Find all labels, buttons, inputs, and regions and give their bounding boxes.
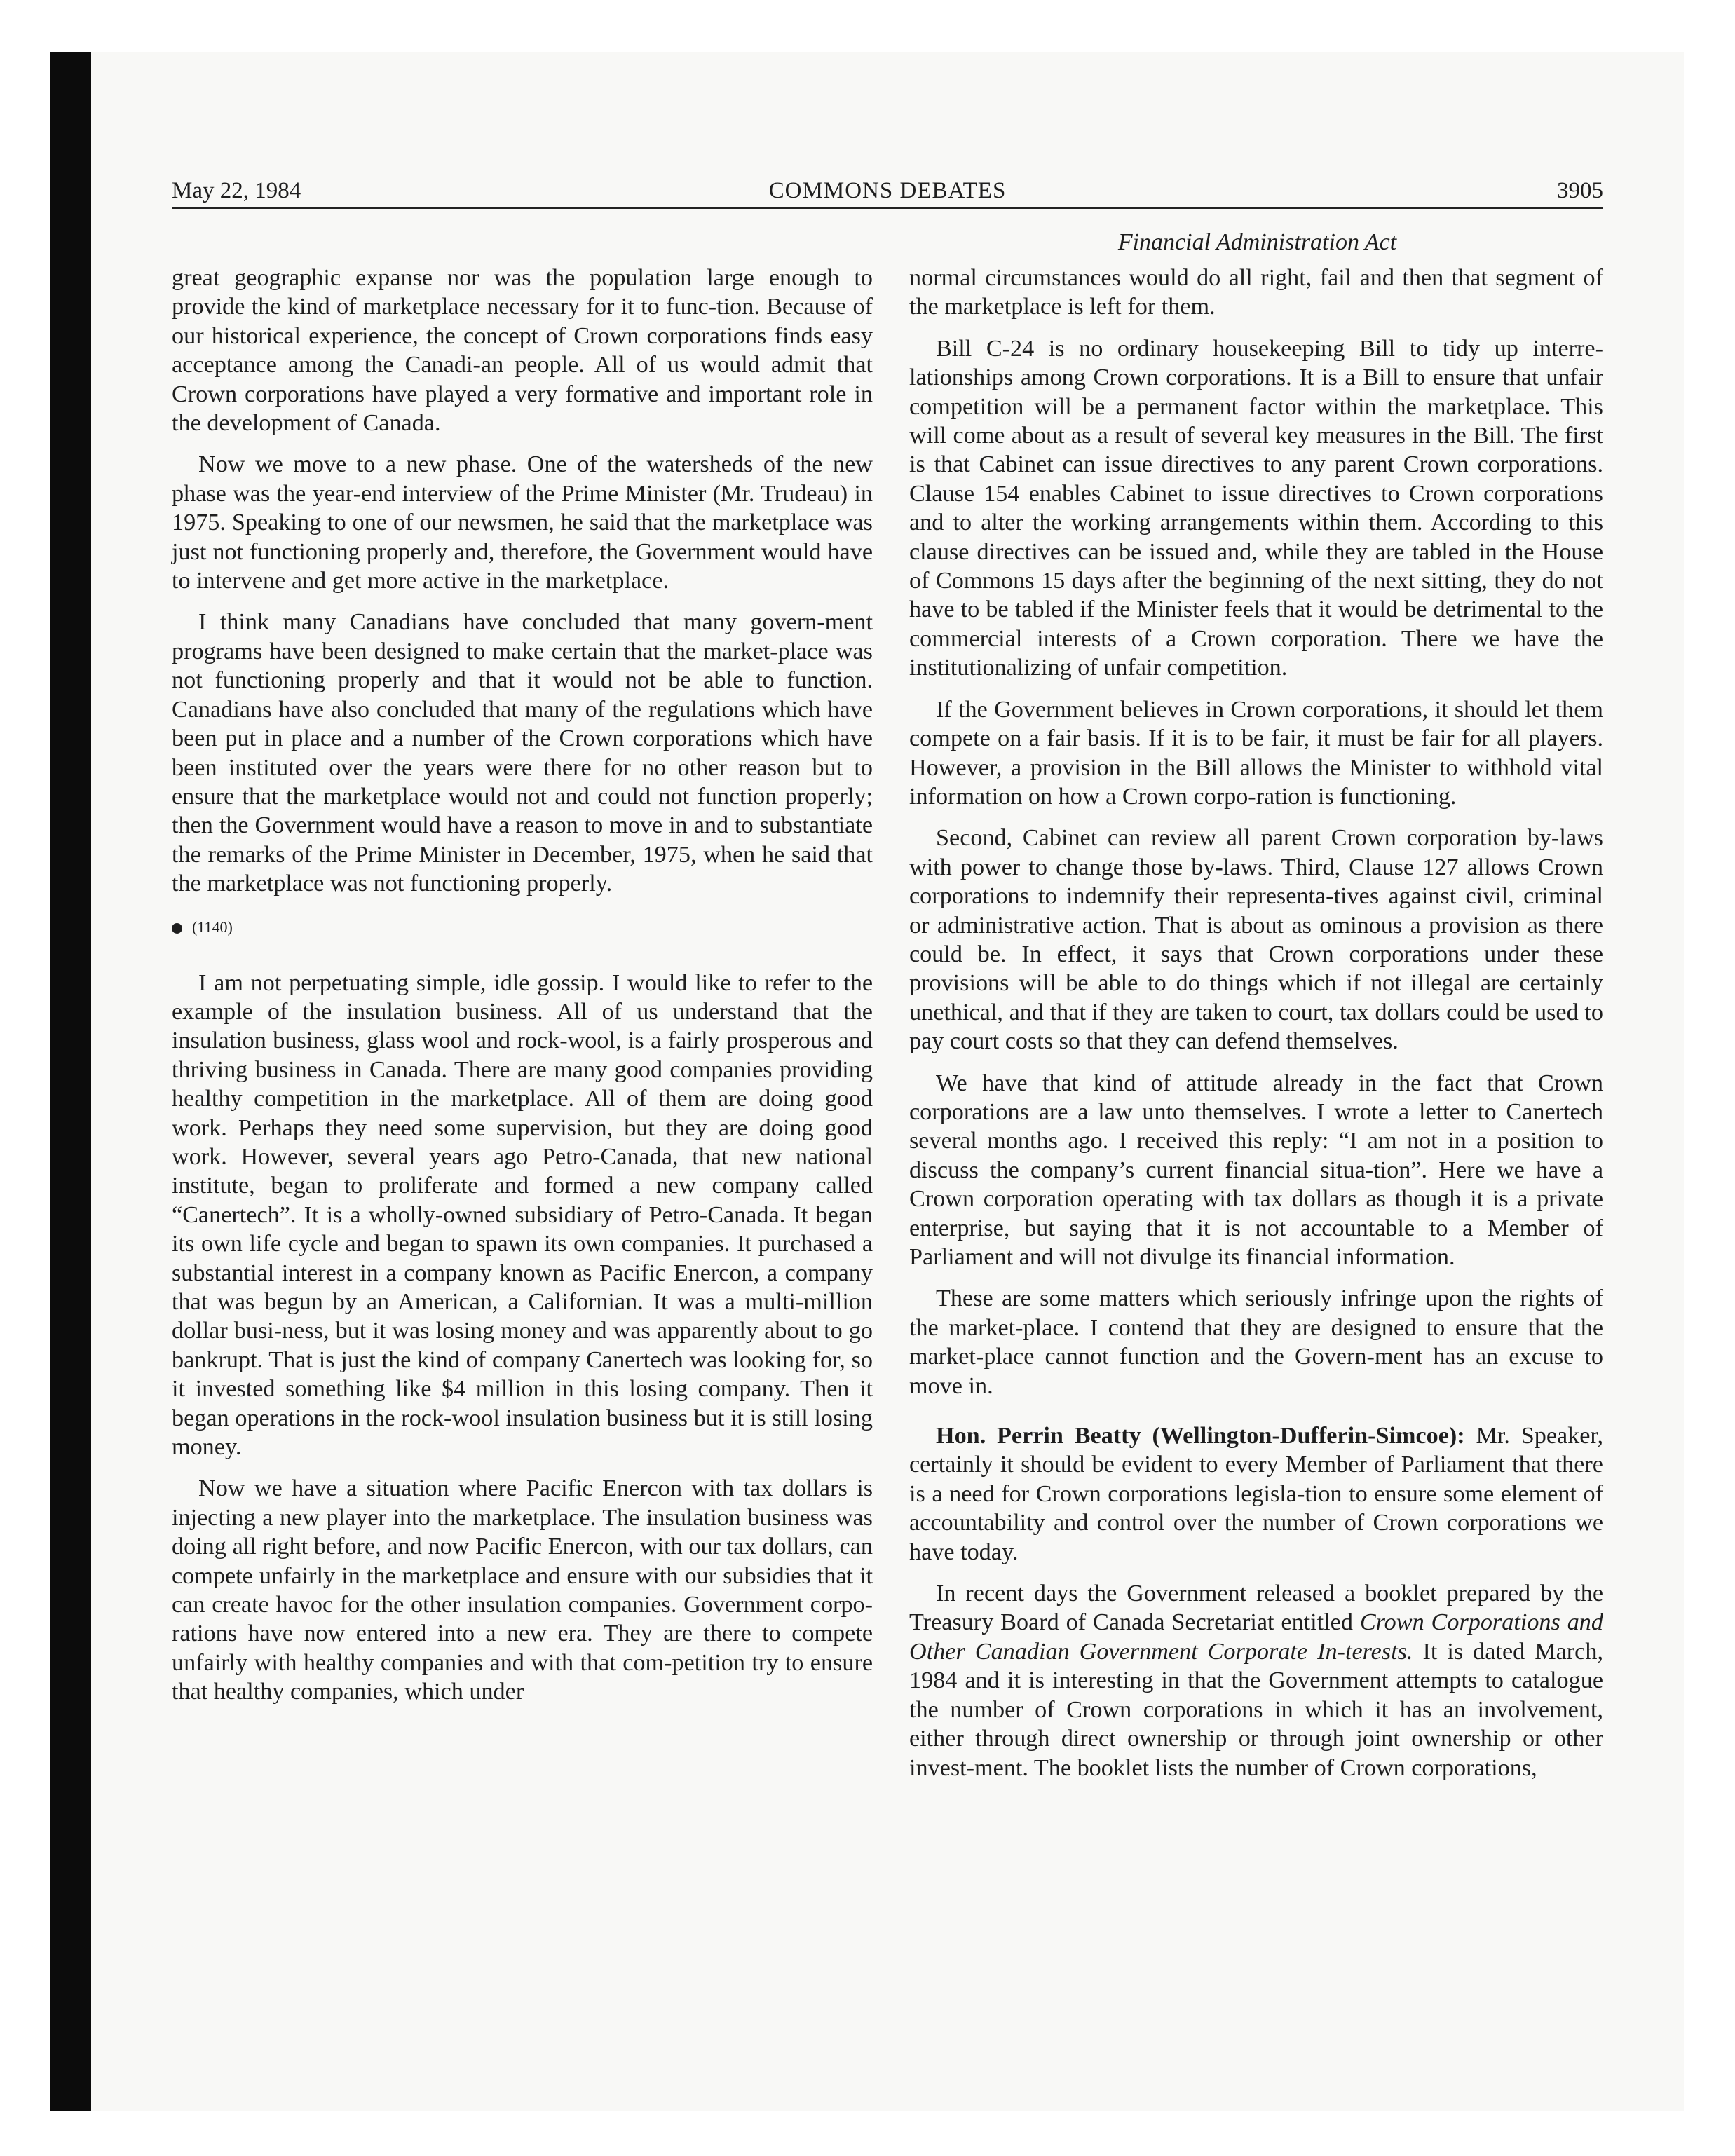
right-column xyxy=(909,264,1603,1932)
paragraph: I am not perpetuating simple, idle gossip. I would like to refer to the example of the insulation business. All of us understand that the insulation business, glass wool and rock-wool, is a fairly prosperous and thriving business in Canada. There are many good companies providing healthy competition in the marketplace. All of them are doing good work. Perhaps they need some supervision, but they are doing good work. However, several years ago Petro-Canada, that new national institute, began to proliferate and formed a new company called “Canertech”. It is a wholly-owned subsidiary of Petro-Canada. It began its own life cycle and began to spawn its own companies. It purchased a substantial interest in a company known as Pacific Enercon, a company that was begun by an American, a Californian. It was a multi-million dollar busi-ness, but it was losing money and was apparently about to go bankrupt. That is just the kind of company Canertech was looking for, so it invested something like $4 million in this losing company. Then it began operations in the rock-wool insulation business but it is still losing money. xyxy=(172,969,873,1461)
time-marker-label: (1140) xyxy=(192,917,233,936)
paragraph xyxy=(909,1579,1603,1782)
page-header xyxy=(172,175,1603,209)
speech-text: Mr. Speaker, certainly it should be evident to every Member of Parliament that there is a need for Crown corporations legisla-tion to ensure some element of accountability and control over the number of Crown corporations we have today. xyxy=(909,1423,1603,1565)
left-column xyxy=(172,264,873,1932)
time-marker xyxy=(172,917,873,938)
paragraph: We have that kind of attitude already in the fact that Crown corporations are a law unto themselves. I wrote a letter to Canertech several months ago. I received this reply: “I am not in a position to discuss the company’s current financial situa-tion”. Here we have a Crown corporation operating with tax dollars as though it is a private enterprise, but saying that it is not accountable to a Member of Parliament and will not divulge its financial information. xyxy=(909,1070,1603,1270)
bullet-icon xyxy=(172,923,182,934)
running-head: Financial Administration Act xyxy=(1117,229,1397,255)
header-rule xyxy=(172,207,1603,209)
paragraph: Bill C-24 is no ordinary housekeeping Bill to tidy up interre-lationships among Crown corporations. It is a Bill to ensure that unfair competition will be a permanent factor within the marketplace. This will come about as a result of several key measures in the Bill. The first is that Cabinet can issue directives to any parent Crown corporations. Clause 154 enables Cabinet to issue directives to Crown corporations and to alter the working arrangements within them. According to this clause directives can be issued and, while they are tabled in the House of Commons 15 days after the beginning of the next sitting, they do not have to be tabled if the Minister feels that it would be detrimental to the commercial interests of a Crown corporation. There we have the institutionalizing of unfair competition. xyxy=(909,335,1603,681)
paragraph: Now we move to a new phase. One of the watersheds of the new phase was the year-end interview of the Prime Minister (Mr. Trudeau) in 1975. Speaking to one of our newsmen, he said that the marketplace was just not functioning properly and, therefore, the Government would have to intervene and get more active in the marketplace. xyxy=(172,451,873,594)
binding-edge xyxy=(50,52,91,2111)
publication-title: Crown Corporations and Other Canadian Government Corporate In-terests. xyxy=(909,1609,1603,1665)
paragraph: I think many Canadians have concluded that many govern-ment programs have been designed to make certain that the market-place was not functioning properly and that it would not be able to function. Canadians have also concluded that many of the regulations which have been put in place and a number of the Crown corporations which have been instituted over the years were there for no other reason but to ensure that the marketplace would not and could not function properly; then the Government would have a reason to move in and to substantiate the remarks of the Prime Minister in December, 1975, when he said that the marketplace was not functioning properly. xyxy=(172,609,873,897)
speech-paragraph xyxy=(909,1421,1603,1567)
paragraph-text: In recent days the Government released a booklet prepared by the Treasury Board of Canada Secretariat entitled xyxy=(909,1581,1603,1636)
header-page-number: 3905 xyxy=(1557,178,1603,203)
paragraph: Second, Cabinet can review all parent Crown corporation by-laws with power to change those by-laws. Third, Clause 127 allows Crown corporations to indemnify their representa-tives against civil, criminal or administrative action. That is about as ominous a provision as there could be. In effect, it says that Crown corporations under these provisions will be able to do things which if not illegal are certainly unethical, and that if they are taken to court, tax dollars could be used to pay court costs so that they can defend themselves. xyxy=(909,825,1603,1055)
speaker-name: Hon. Perrin Beatty (Wellington-Dufferin-Simcoe): xyxy=(936,1423,1465,1449)
paragraph-text: It is dated March, 1984 and it is interesting in that the Government attempts to catalogue the number of Crown corporations in which it has an involvement, either through direct ownership or through joint ownership or other invest-ment. The booklet lists the number of Crown corporations, xyxy=(909,1638,1603,1781)
paragraph: great geographic expanse nor was the population large enough to provide the kind of marketplace necessary for it to func-tion. Because of our historical experience, the concept of Crown corporations finds easy acceptance among the Canadi-an people. All of us would admit that Crown corporations have played a very formative and important role in the development of Canada. xyxy=(172,265,873,437)
paragraph: If the Government believes in Crown corporations, it should let them compete on a fair basis. If it is to be fair, it must be fair for all players. However, a provision in the Bill allows the Minister to withhold vital information on how a Crown corpo-ration is functioning. xyxy=(909,696,1603,810)
header-title: COMMONS DEBATES xyxy=(768,178,1007,203)
paragraph: These are some matters which seriously infringe upon the rights of the market-place. I contend that they are designed to ensure that the market-place cannot function and the Govern-ment has an excuse to move in. xyxy=(909,1285,1603,1399)
header-date: May 22, 1984 xyxy=(172,178,301,203)
paragraph: Now we have a situation where Pacific Enercon with tax dollars is injecting a new player into the marketplace. The insulation business was doing all right before, and now Pacific Enercon, with our tax dollars, can compete unfairly in the marketplace and ensure with our subsidies that it can create havoc for the other insulation companies. Government corpo-rations have now entered into a new era. They are there to compete unfairly with healthy companies and with that com-petition try to ensure that healthy companies, which under xyxy=(172,1475,873,1705)
paragraph: normal circumstances would do all right, fail and then that segment of the marketplace is left for them. xyxy=(909,265,1603,320)
